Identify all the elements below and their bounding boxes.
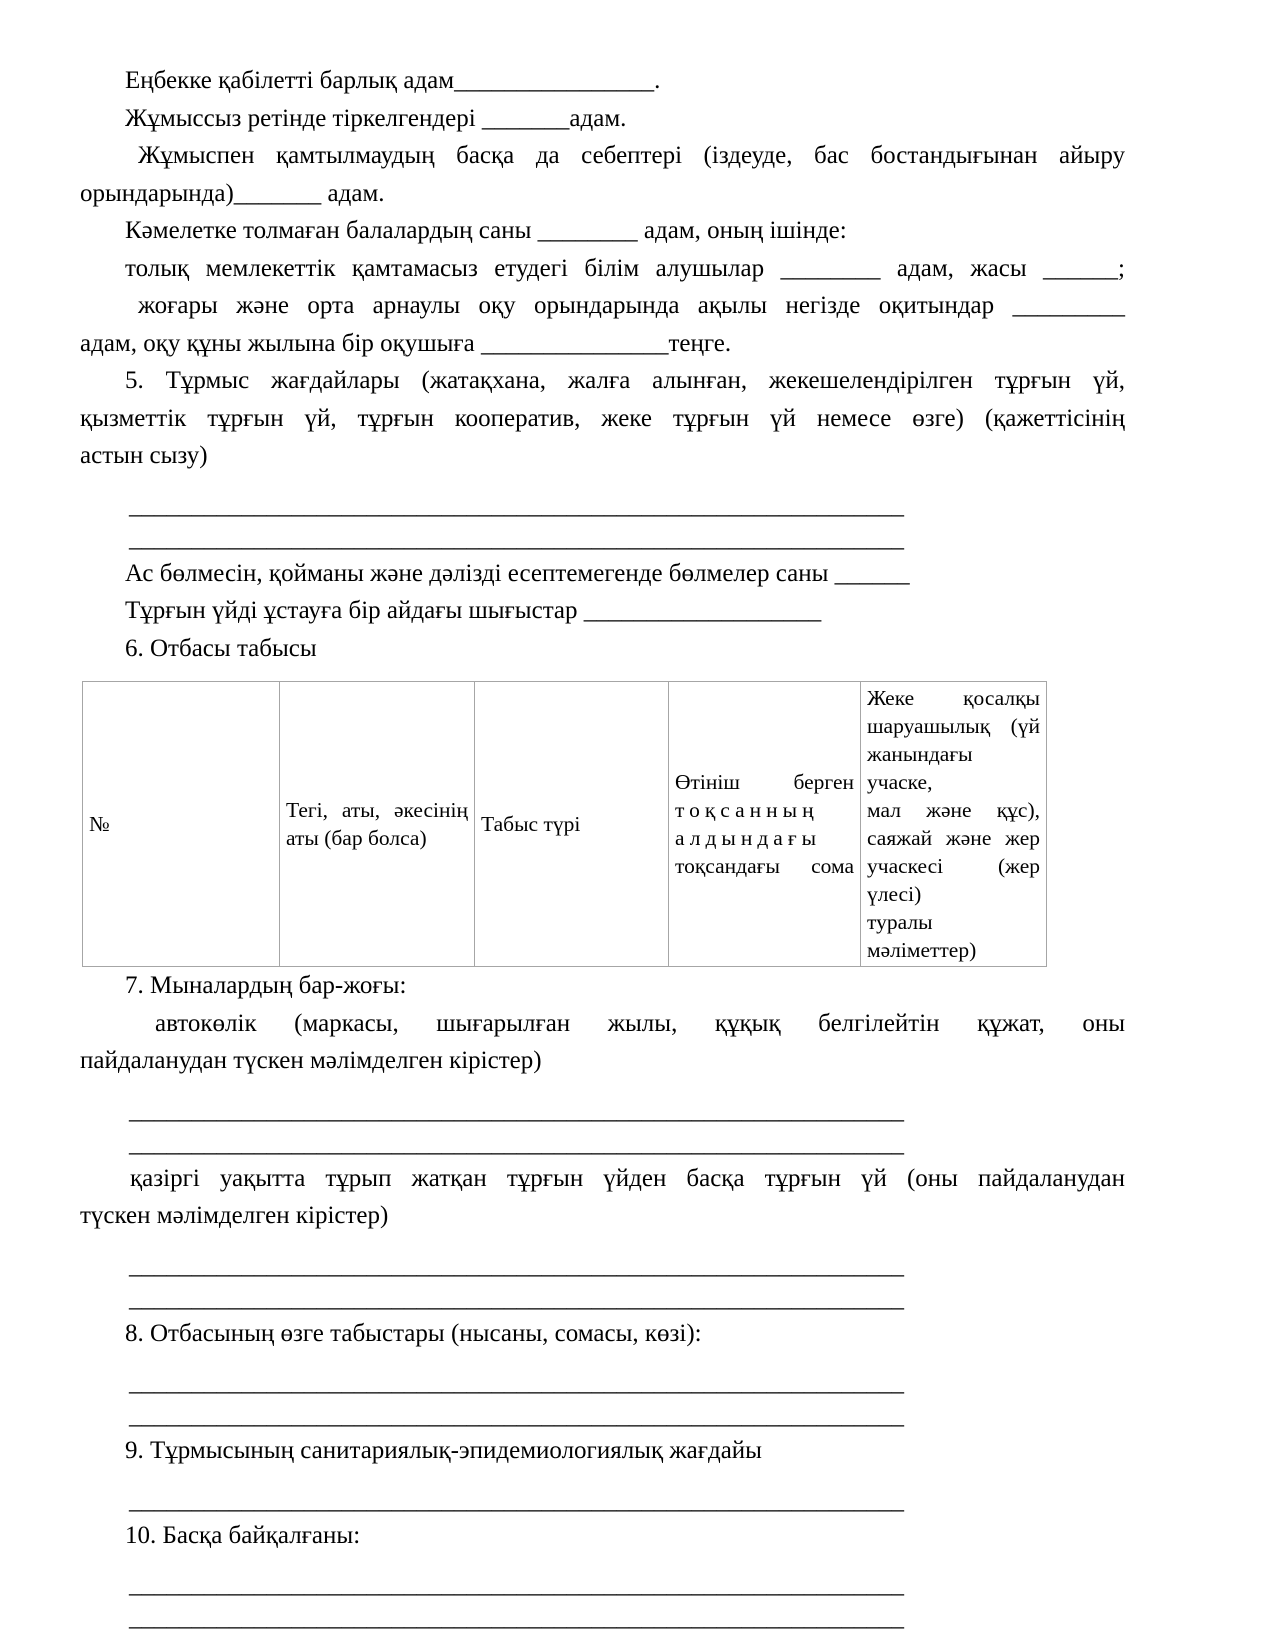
section-5-housing-conditions-3: астын сызу)	[80, 442, 208, 469]
table-cell-line: Тегі, аты, әкесінің	[286, 798, 468, 822]
income-table-header-subsidiary-farm	[861, 682, 1047, 967]
fill-in-line: ______________________________________________________________	[129, 1604, 904, 1631]
line-unemployed-registered: Жұмыссыз ретінде тіркелгендері _______адам.	[125, 104, 627, 132]
table-cell-line: Табыс түрі	[481, 812, 581, 836]
line-non-employment-reasons-1: Жұмыспен қамтылмаудың басқа да себептері (іздеуде, бас бостандығынан айыру	[138, 142, 1125, 169]
table-cell-line: алдындағы	[675, 826, 822, 850]
form-body	[80, 62, 1125, 1634]
family-income-table	[82, 681, 1047, 967]
line-monthly-housing-expenses: Тұрғын үйді ұстауға бір айдағы шығыстар ___________________	[125, 597, 822, 624]
section-9-sanitary-condition-heading: 9. Тұрмысының санитариялық-эпидемиологиялық жағдайы	[125, 1437, 762, 1464]
table-cell-line: учаскесі (жер үлесі)	[867, 854, 1040, 906]
table-cell-line: тоқсандағы сома	[675, 854, 854, 878]
section-5-housing-conditions-2: қызметтік тұрғын үй, тұрғын кооператив, жеке тұрғын үй немесе өзге) (қажеттісінің	[80, 404, 1125, 432]
section-10-other-observations-heading: 10. Басқа байқалғаны:	[125, 1521, 361, 1549]
fill-in-line: ______________________________________________________________	[129, 1129, 904, 1157]
section-8-other-income-heading: 8. Отбасының өзге табыстары (нысаны, сомасы, көзі):	[125, 1319, 702, 1347]
fill-in-line: ______________________________________________________________	[129, 491, 904, 519]
table-cell-line: туралы мәліметтер)	[867, 910, 977, 962]
table-cell-line: мал және құс),	[867, 798, 1040, 822]
line-state-supported-students: толық мемлекеттік қамтамасыз етудегі білім алушылар ________ адам, жасы ______;	[125, 254, 1125, 282]
section-5-housing-conditions-1: 5. Тұрмыс жағдайлары (жатақхана, жалға алынған, жекешелендірілген тұрғын үй,	[125, 367, 1125, 394]
line-paid-education-students-1: жоғары және орта арнаулы оқу орындарында ақылы негізде оқитындар _________	[138, 292, 1125, 319]
fill-in-line: ______________________________________________________________	[129, 1571, 904, 1598]
line-paid-education-students-2: адам, оқу құны жылына бір оқушыға _______________теңге.	[80, 329, 732, 357]
fill-in-line: ______________________________________________________________	[129, 1486, 904, 1514]
table-cell-line: №	[89, 812, 110, 836]
table-cell-line: шаруашылық (үй	[867, 714, 1040, 738]
table-cell-line: Өтініш берген	[675, 770, 854, 794]
table-cell-line: жанындағы учаске,	[867, 742, 973, 794]
line-other-housing-2: түскен мәлімделген кірістер)	[80, 1202, 389, 1229]
fill-in-line: ______________________________________________________________	[129, 1251, 904, 1279]
income-table-header-income-type	[475, 682, 669, 967]
fill-in-line: ______________________________________________________________	[129, 1096, 904, 1124]
line-non-employment-reasons-2: орындарында)_______ адам.	[80, 179, 385, 207]
line-able-bodied-total: Еңбекке қабілетті барлық адам________________.	[125, 67, 661, 94]
income-table-header-prev-quarter-sum	[669, 682, 861, 967]
income-table-header-row	[83, 682, 1047, 967]
fill-in-line: ______________________________________________________________	[129, 1402, 904, 1429]
line-other-housing-1: қазіргі уақытта тұрып жатқан тұрғын үйден басқа тұрғын үй (оны пайдаланудан	[130, 1164, 1125, 1192]
income-table-header-number	[83, 682, 280, 967]
table-cell-line: саяжай және жер	[867, 826, 1040, 850]
fill-in-line: ______________________________________________________________	[129, 1369, 904, 1396]
line-minor-children-count: Кәмелетке толмаған балалардың саны ________ адам, оның ішінде:	[125, 217, 847, 244]
table-cell-line: тоқсанның	[675, 798, 819, 822]
income-table-header-full-name	[280, 682, 475, 967]
section-7-availability-heading: 7. Мыналардың бар-жоғы:	[125, 972, 407, 999]
line-rooms-count: Ас бөлмесін, қойманы және дәлізді есептемегенде бөлмелер саны ______	[125, 559, 910, 587]
fill-in-line: ______________________________________________________________	[129, 524, 904, 552]
line-vehicle-2: пайдаланудан түскен мәлімделген кірістер)	[80, 1047, 542, 1074]
table-cell-line: Жеке қосалқы	[867, 686, 1040, 710]
line-vehicle-1: автокөлік (маркасы, шығарылған жылы, құқық белгілейтін құжат, оны	[155, 1009, 1125, 1037]
fill-in-line: ______________________________________________________________	[129, 1284, 904, 1312]
section-6-family-income-heading: 6. Отбасы табысы	[125, 634, 317, 662]
table-cell-line: аты (бар болса)	[286, 826, 427, 850]
